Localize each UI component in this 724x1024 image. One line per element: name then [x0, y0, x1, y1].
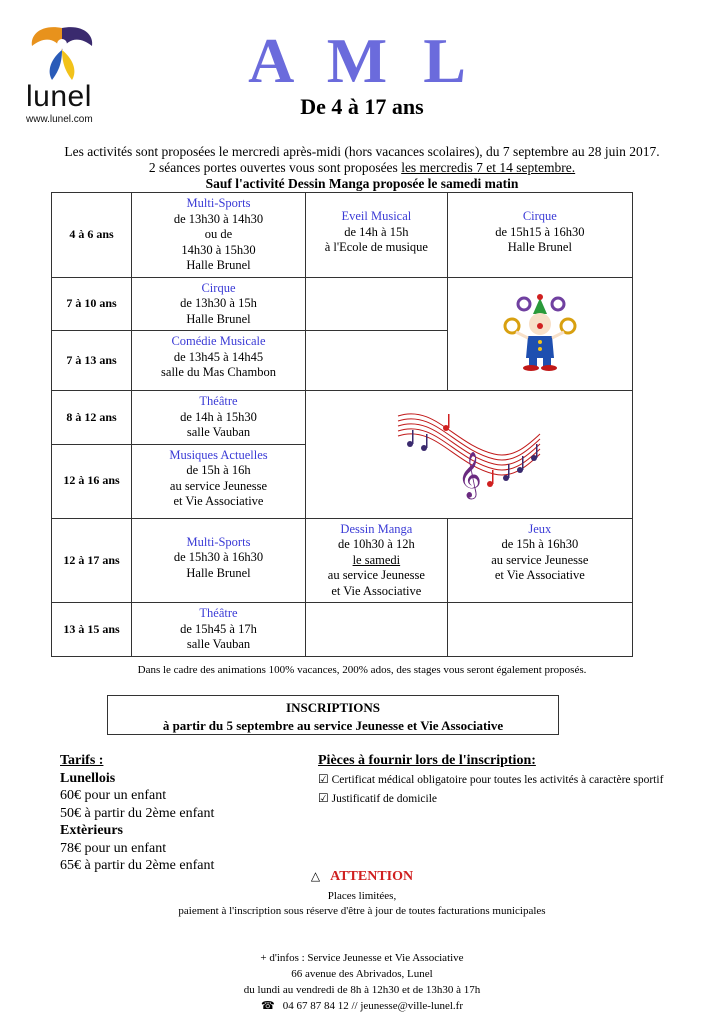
table-row [52, 193, 633, 278]
tarif-line: 78€ pour un enfant [60, 840, 167, 856]
intro-line-3: Sauf l'activité Dessin Manga proposée le samedi matin [205, 176, 519, 191]
checkbox-checked-icon: ☑ [318, 772, 329, 786]
page-subtitle: De 4 à 17 ans [300, 94, 424, 119]
activity-name: Comédie Musicale [171, 334, 266, 348]
activity-name: Théâtre [199, 606, 238, 620]
inscriptions-title: INSCRIPTIONS [286, 700, 380, 715]
activity-name: Multi-Sports [186, 196, 251, 210]
table-row [52, 603, 633, 657]
activity-location: Halle Brunel [186, 311, 251, 326]
document-item-label: Certificat médical obligatoire pour toutes les activités à caractère sportif [331, 774, 664, 786]
document-item [318, 770, 663, 789]
age-cell: 12 à 16 ans [52, 444, 132, 518]
contact-hours: du lundi au vendredi de 8h à 12h30 et de 13h30 à 17h [243, 984, 481, 996]
activity-cell [306, 193, 448, 278]
activity-location-line-2: et Vie Associative [331, 583, 422, 598]
age-cell: 7 à 13 ans [52, 331, 132, 391]
holiday-notice: Dans le cadre des animations 100% vacances, 200% ados, des stages vous seront également proposés. [137, 664, 587, 676]
activity-time: de 15h45 à 17h [180, 621, 257, 636]
warning-triangle-icon: △ [310, 869, 321, 883]
inscriptions-box [107, 695, 559, 735]
activity-time: de 13h30 à 15h [180, 296, 257, 310]
document-item [318, 789, 663, 808]
activity-cell [131, 444, 305, 518]
tarif-line: 50€ à partir du 2ème enfant [60, 805, 215, 821]
attention-line-2: paiement à l'inscription sous réserve d'être à jour de toutes facturations municipales [178, 905, 546, 917]
age-cell: 13 à 15 ans [52, 603, 132, 657]
logo-url[interactable]: www.lunel.com [26, 114, 93, 125]
music-notes-icon [394, 404, 544, 500]
activity-time: de 13h45 à 14h45 [173, 349, 264, 364]
activity-name: Théâtre [199, 394, 238, 408]
intro-line-2-dates: les mercredis 7 et 14 septembre. [401, 160, 576, 175]
contact-line-1: + d'infos : Service Jeunesse et Vie Associative [260, 952, 464, 964]
clown-image-cell [447, 277, 632, 391]
activity-cell [131, 518, 305, 603]
tarifs-title: Tarifs : [60, 753, 104, 768]
activity-time: de 14h à 15h30 [180, 409, 257, 424]
documents-title: Pièces à fournir lors de l'inscription: [318, 753, 536, 768]
page-title: A M L [248, 25, 476, 96]
activity-location-line-2: et Vie Associative [173, 494, 264, 508]
activity-location: au service Jeunesse [169, 478, 268, 493]
table-row [52, 391, 633, 445]
activity-time-alt: 14h30 à 15h30 [181, 242, 256, 257]
intro-line-1: Les activités sont proposées le mercredi après-midi (hors vacances scolaires), du 7 septembre au 28 juin 2017. [64, 144, 660, 159]
activity-location: salle Vauban [186, 637, 251, 651]
contact-info [0, 950, 724, 1014]
intro-line-2-prefix: 2 séances portes ouvertes vous sont proposées [148, 160, 402, 175]
activity-location: à l'Ecole de musique [324, 240, 428, 254]
attention-line-1: Places limitées, [327, 890, 397, 902]
activity-location: salle du Mas Chambon [161, 365, 276, 379]
empty-cell [306, 331, 448, 391]
activity-time: de 14h à 15h [344, 224, 409, 239]
clown-juggler-icon [502, 292, 578, 372]
activity-cell [447, 518, 632, 603]
attention-text [0, 889, 724, 919]
activity-cell [131, 331, 305, 391]
activity-location: au service Jeunesse [491, 552, 589, 567]
activity-time: de 15h à 16h [186, 463, 251, 477]
tarif-line: 60€ pour un enfant [60, 788, 167, 803]
intro-text [0, 144, 724, 192]
logo-text: lunel [26, 80, 92, 113]
activity-cell [131, 193, 305, 278]
empty-cell [306, 277, 448, 331]
activity-name: Multi-Sports [186, 534, 251, 549]
table-row [52, 518, 633, 603]
activity-location: Halle Brunel [186, 258, 251, 272]
activity-time: de 15h30 à 16h30 [173, 550, 264, 564]
activity-name: Eveil Musical [341, 209, 412, 223]
activity-time: de 13h30 à 14h30 [173, 211, 264, 226]
activity-time: de 10h30 à 12h [337, 537, 415, 551]
activity-cell [306, 518, 448, 603]
age-cell: 4 à 6 ans [52, 193, 132, 278]
checkbox-checked-icon: ☑ [318, 791, 329, 805]
activity-time-or: ou de [204, 227, 233, 241]
activity-location: au service Jeunesse [327, 568, 425, 582]
activity-location: Halle Brunel [186, 565, 251, 580]
svg-text:𝄞: 𝄞 [458, 452, 482, 498]
activity-cell [131, 277, 305, 331]
table-row [52, 277, 633, 331]
intro-line-2 [0, 160, 724, 176]
empty-cell [306, 603, 448, 657]
activity-name: Cirque [522, 209, 557, 223]
activity-time: de 15h à 16h30 [501, 537, 579, 551]
activity-location: Halle Brunel [507, 240, 572, 254]
empty-cell [447, 603, 632, 657]
contact-phone-line [0, 998, 724, 1014]
tarifs-section [60, 752, 214, 875]
activity-name: Cirque [201, 280, 236, 295]
document-item-label: Justificatif de domicile [331, 793, 438, 805]
age-cell: 8 à 12 ans [52, 391, 132, 445]
activity-location: salle Vauban [186, 425, 251, 439]
activity-name: Musiques Actuelles [169, 447, 268, 462]
activity-cell [447, 193, 632, 278]
inscriptions-text: à partir du 5 septembre au service Jeunesse et Vie Associative [162, 718, 504, 733]
activity-cell [131, 391, 305, 445]
tarifs-exterieurs-heading: Extèrieurs [60, 823, 123, 838]
age-cell: 12 à 17 ans [52, 518, 132, 603]
attention-heading [0, 869, 724, 885]
activity-cell [131, 603, 305, 657]
documents-section [318, 752, 663, 808]
schedule-table [51, 192, 633, 657]
activity-time: de 15h15 à 16h30 [495, 224, 585, 239]
tarif-line: 65€ à partir du 2ème enfant [60, 858, 215, 873]
music-image-cell [306, 391, 633, 519]
activity-location-line-2: et Vie Associative [494, 568, 585, 582]
contact-address: 66 avenue des Abrivados, Lunel [291, 968, 433, 980]
activity-name: Jeux [528, 521, 552, 536]
age-cell: 7 à 10 ans [52, 277, 132, 331]
attention-title: ATTENTION [330, 869, 414, 884]
tarifs-lunellois-heading: Lunellois [60, 770, 116, 786]
telephone-icon: ☎ [261, 999, 275, 1012]
activity-day: le samedi [352, 552, 401, 567]
activity-name: Dessin Manga [340, 521, 413, 536]
contact-phone-email[interactable]: 04 67 87 84 12 // jeunesse@ville-lunel.fr [282, 1000, 463, 1012]
